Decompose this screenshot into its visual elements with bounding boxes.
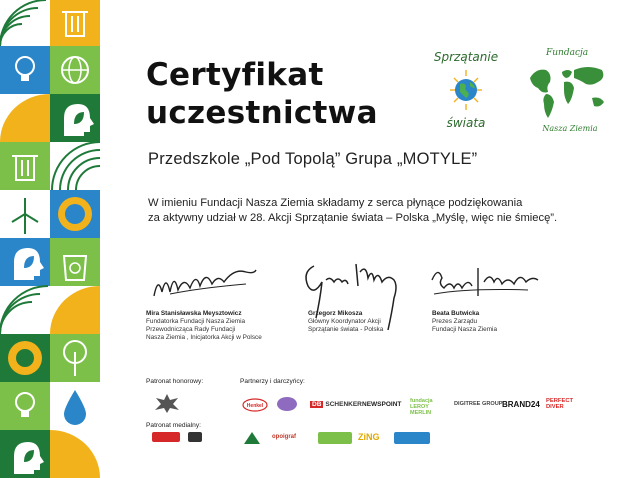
recipient-name: Przedszkole „Pod Topolą” Grupa „MOTYLE” xyxy=(148,150,478,168)
partner-green-badge xyxy=(242,430,262,446)
partners-label: Partnerzy i darczyńcy: xyxy=(240,378,305,385)
signatory-2 xyxy=(308,310,383,334)
fundacja-logo-bottom-text: Nasza Ziemia xyxy=(542,124,598,133)
media-logo-2 xyxy=(188,432,202,442)
tree-icon xyxy=(50,334,100,382)
partner-blue-logo xyxy=(394,432,430,444)
honorary-patronage-label: Patronat honorowy: xyxy=(146,378,204,385)
sprzatanie-logo-top-text: Sprzątanie xyxy=(433,50,499,64)
partner-badge-purple xyxy=(276,396,298,412)
signatory-1 xyxy=(146,310,262,342)
signatory-2-name: Grzegorz Mikosza xyxy=(308,310,363,317)
signatory-3-name: Beata Butwicka xyxy=(432,310,480,317)
signatory-1-name: Mira Stanisławska Meysztowicz xyxy=(146,310,242,317)
half-circle-icon-3 xyxy=(50,430,100,478)
title-line-2: uczestnictwa xyxy=(146,95,378,131)
media-patronage-label: Patronat medialny: xyxy=(146,422,201,429)
title-line-1: Certyfikat xyxy=(146,57,324,93)
wind-turbine-icon xyxy=(0,190,50,238)
trash-bin-icon-2 xyxy=(0,142,50,190)
perfect-diver-logo: PERFECT DIVER xyxy=(546,398,574,410)
fundacja-nasza-ziemia-logo xyxy=(524,46,610,136)
signatory-2-role-1: Główny Koordynator Akcji xyxy=(308,318,381,325)
thanks-line-2: za aktywny udział w 28. Akcji Sprzątanie świata – Polska „Myślę, więc nie śmiecę”. xyxy=(148,212,558,224)
certificate-title xyxy=(146,56,378,132)
signatory-1-role-3: Nasza Ziemia , Inicjatorka Akcji w Polsce xyxy=(146,334,262,341)
target-circle-icon xyxy=(50,190,100,238)
brand24-logo: BRAND24 xyxy=(502,400,540,409)
trash-bin-icon xyxy=(50,0,100,46)
fundacja-leroy-merlin-logo: fundacja LEROY MERLIN xyxy=(410,398,433,416)
lightbulb-icon xyxy=(0,46,50,94)
arc-pattern-icon-3 xyxy=(0,286,50,334)
partner-green-logo xyxy=(318,432,352,444)
arc-pattern-icon xyxy=(0,0,50,46)
lightbulb-icon-2 xyxy=(0,382,50,430)
head-leaf-icon xyxy=(50,94,100,142)
eco-icon-pattern xyxy=(0,0,100,478)
arc-pattern-icon-2 xyxy=(50,142,100,190)
head-leaf-icon-2 xyxy=(0,238,50,286)
target-circle-icon-2 xyxy=(0,334,50,382)
svg-text:Henkel: Henkel xyxy=(246,403,264,409)
sprzatanie-swiata-logo xyxy=(424,50,508,134)
signatory-3 xyxy=(432,310,497,334)
signatory-2-role-2: Sprzątanie świata - Polska xyxy=(308,326,384,333)
newspoint-logo: NEWSPOINT xyxy=(362,401,402,408)
henkel-logo xyxy=(242,398,268,412)
emblem-icon xyxy=(152,392,182,414)
thanks-line-1: W imieniu Fundacji Nasza Ziemia składamy z serca płynące podziękowania xyxy=(148,197,523,209)
signatory-3-role-1: Prezes Zarządu xyxy=(432,318,478,325)
zing-logo: ZiNG xyxy=(358,432,380,442)
sprzatanie-logo-bottom-text: świata xyxy=(446,116,486,130)
schenker-logo: DB SCHENKER xyxy=(312,401,362,408)
thanks-paragraph xyxy=(148,196,557,226)
globe-icon xyxy=(50,46,100,94)
head-leaf-icon-3 xyxy=(0,430,50,478)
signature-1 xyxy=(150,262,260,302)
media-logo-1 xyxy=(152,432,180,442)
opoigraf-logo: opoigraf xyxy=(272,434,296,440)
globe-icon-logo xyxy=(448,68,484,112)
signatory-3-role-2: Fundacji Nasza Ziemia xyxy=(432,326,497,333)
decorative-strip xyxy=(0,0,100,478)
signatory-1-role-2: Przewodnicząca Rady Fundacji xyxy=(146,326,236,333)
digitree-logo: DIGITREE GROUP xyxy=(454,401,503,407)
fundacja-logo-top-text: Fundacja xyxy=(546,48,589,58)
world-map-icon xyxy=(526,60,610,124)
half-circle-icon-2 xyxy=(50,286,100,334)
water-drop-icon xyxy=(50,382,100,430)
signature-3 xyxy=(428,262,548,302)
half-circle-icon xyxy=(0,94,50,142)
recycle-bag-icon xyxy=(50,238,100,286)
signatory-1-role-1: Fundatorka Fundacji Nasza Ziemia xyxy=(146,318,246,325)
